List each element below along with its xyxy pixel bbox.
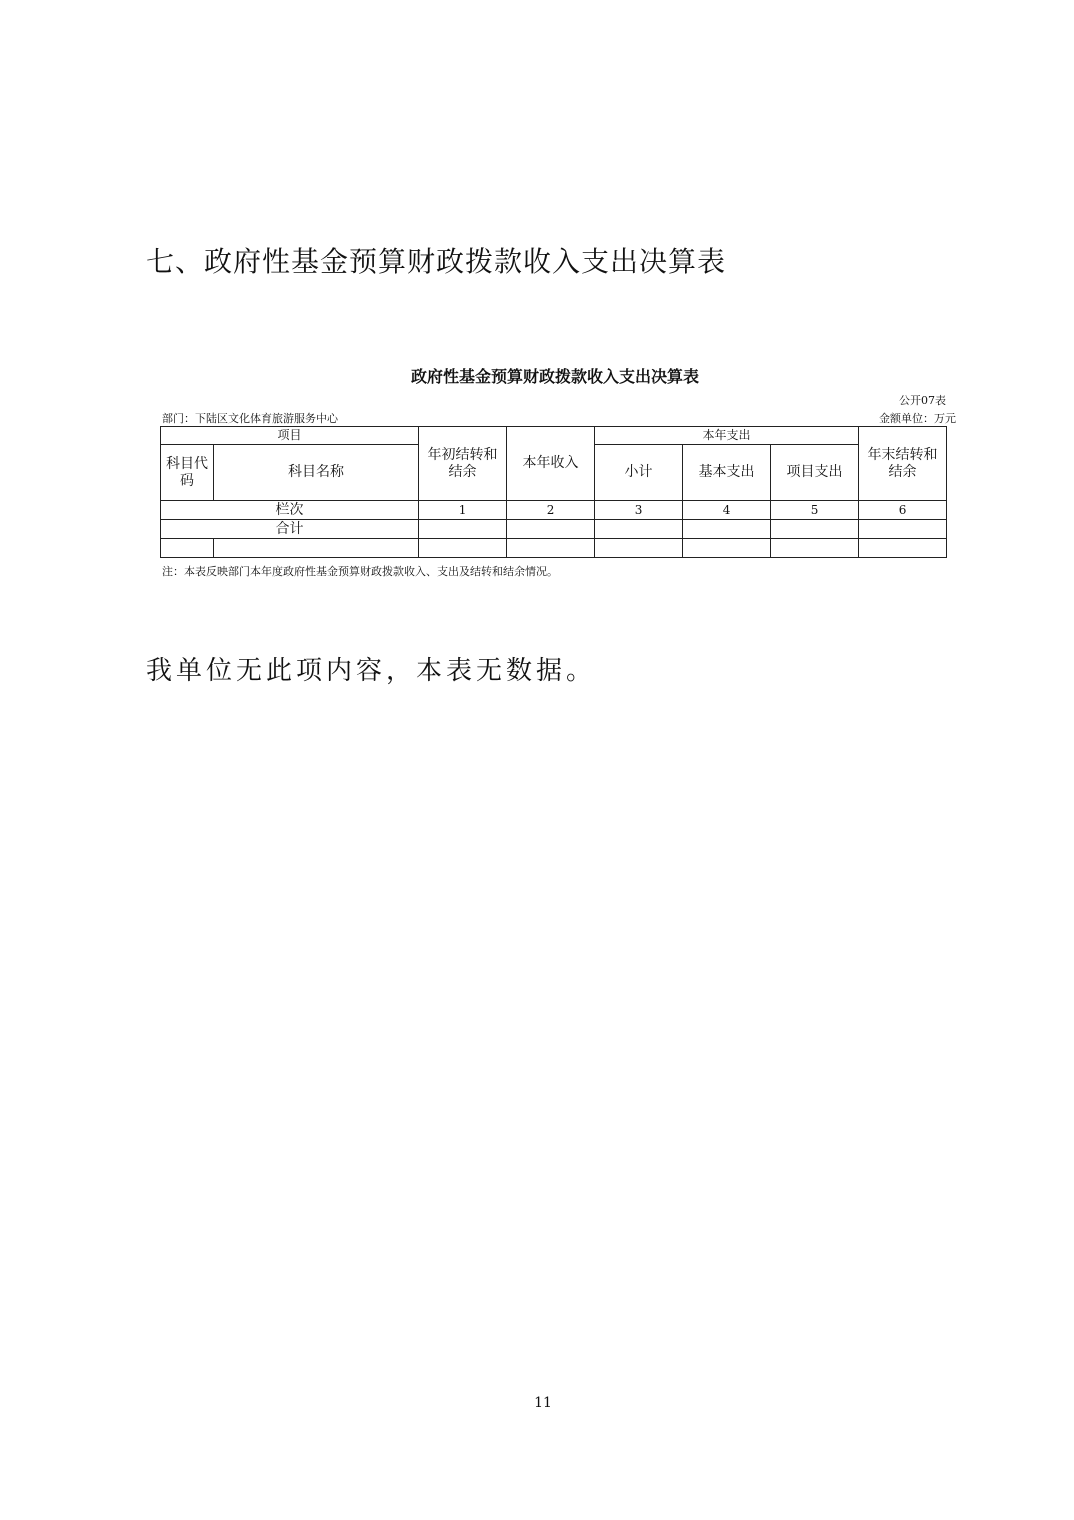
header-income: 本年收入 — [507, 427, 595, 501]
header-expenditure-group: 本年支出 — [595, 427, 859, 445]
column-number-row — [161, 501, 947, 520]
column-number: 4 — [683, 501, 771, 520]
fund-budget-table — [160, 426, 947, 558]
column-number: 2 — [507, 501, 595, 520]
table-cell — [507, 539, 595, 558]
header-subtotal: 小计 — [595, 445, 683, 501]
header-opening-balance: 年初结转和结余 — [419, 427, 507, 501]
header-closing-balance: 年末结转和结余 — [859, 427, 947, 501]
no-data-statement: 我单位无此项内容，本表无数据。 — [146, 656, 597, 686]
table-cell — [771, 539, 859, 558]
table-cell — [771, 520, 859, 539]
total-label: 合计 — [161, 520, 419, 539]
column-number: 6 — [859, 501, 947, 520]
table-cell — [419, 539, 507, 558]
table-cell — [161, 539, 214, 558]
section-heading: 七、政府性基金预算财政拨款收入支出决算表 — [146, 245, 727, 278]
table-cell — [507, 520, 595, 539]
amount-unit-label: 金额单位：万元 — [879, 412, 956, 425]
table-cell — [214, 539, 419, 558]
header-subject-name: 科目名称 — [214, 445, 419, 501]
header-subject-code: 科目代码 — [161, 445, 214, 501]
header-project-expenditure: 项目支出 — [771, 445, 859, 501]
table-cell — [859, 520, 947, 539]
header-item: 项目 — [161, 427, 419, 445]
empty-data-row — [161, 539, 947, 558]
table-cell — [683, 539, 771, 558]
table-cell — [419, 520, 507, 539]
table-cell — [595, 539, 683, 558]
column-number: 3 — [595, 501, 683, 520]
department-label: 部门：下陆区文化体育旅游服务中心 — [162, 412, 338, 425]
table-note: 注：本表反映部门本年度政府性基金预算财政拨款收入、支出及结转和结余情况。 — [162, 565, 558, 578]
table-title: 政府性基金预算财政拨款收入支出决算表 — [410, 367, 699, 386]
total-row — [161, 520, 947, 539]
table-cell — [859, 539, 947, 558]
column-number: 5 — [771, 501, 859, 520]
header-basic-expenditure: 基本支出 — [683, 445, 771, 501]
form-code: 公开07表 — [899, 394, 946, 407]
table-cell — [683, 520, 771, 539]
column-number-label: 栏次 — [161, 501, 419, 520]
table-cell — [595, 520, 683, 539]
page-number: 11 — [534, 1395, 552, 1411]
column-number: 1 — [419, 501, 507, 520]
